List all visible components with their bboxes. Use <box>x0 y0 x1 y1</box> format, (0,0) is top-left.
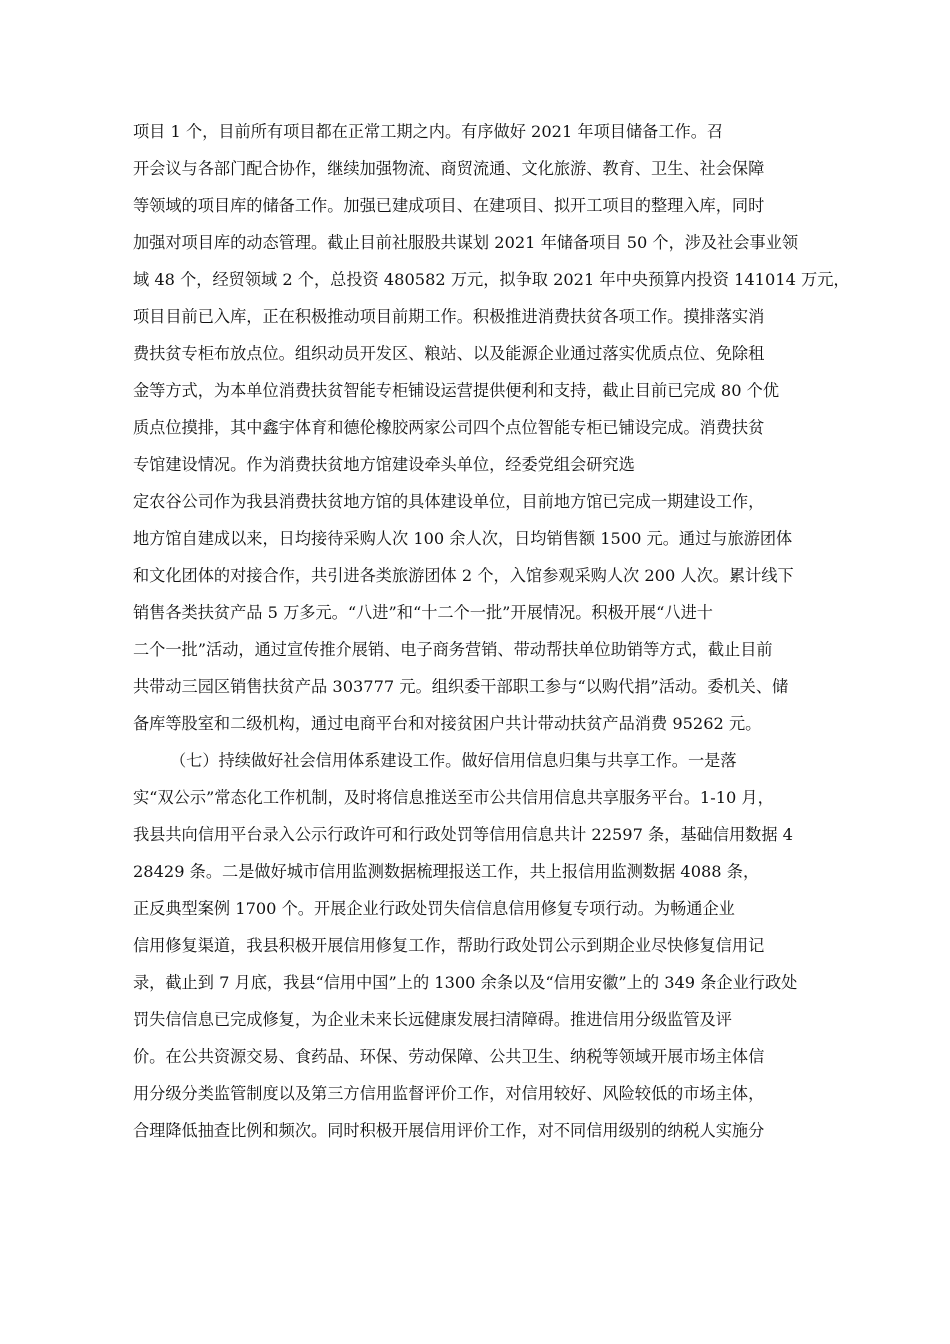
text-line: 二个一批”活动，通过宣传推介展销、电子商务营销、带动帮扶单位助销等方式，截止目前 <box>133 640 773 659</box>
text-line: 地方馆自建成以来，日均接待采购人次 100 余人次，日均销售额 1500 元。通过与旅游团体 <box>133 529 793 548</box>
text-line: 项目目前已入库，正在积极推动项目前期工作。积极推进消费扶贫各项工作。摸排落实消 <box>133 307 765 326</box>
text-line: 28429 条。二是做好城市信用监测数据梳理报送工作，共上报信用监测数据 4088 条， <box>133 862 760 881</box>
text-line: 销售各类扶贫产品 5 万多元。“八进”和“十二个一批”开展情况。积极开展“八进十 <box>133 603 713 622</box>
section-heading-line: （七）持续做好社会信用体系建设工作。做好信用信息归集与共享工作。一是落 <box>170 751 737 770</box>
text-line: 实“双公示”常态化工作机制，及时将信息推送至市公共信用信息共享服务平台。1-10 月， <box>133 788 774 807</box>
text-line: 信用修复渠道，我县积极开展信用修复工作，帮助行政处罚公示到期企业尽快修复信用记 <box>133 936 765 955</box>
text-line: 合理降低抽查比例和频次。同时积极开展信用评价工作，对不同信用级别的纳税人实施分 <box>133 1121 765 1140</box>
text-line: 域 48 个，经贸领域 2 个，总投资 480582 万元，拟争取 2021 年中央预算内投资 141014 万元， <box>133 270 850 289</box>
text-line: 专馆建设情况。作为消费扶贫地方馆建设牵头单位，经委党组会研究选 <box>133 455 635 474</box>
text-line: 价。在公共资源交易、食药品、环保、劳动保障、公共卫生、纳税等领域开展市场主体信 <box>133 1047 765 1066</box>
text-line: 金等方式，为本单位消费扶贫智能专柜铺设运营提供便利和支持，截止目前已完成 80 个优 <box>133 381 780 400</box>
text-line: 质点位摸排，其中鑫宇体育和德伦橡胶两家公司四个点位智能专柜已铺设完成。消费扶贫 <box>133 418 765 437</box>
text-line: 等领域的项目库的储备工作。加强已建成项目、在建项目、拟开工项目的整理入库，同时 <box>133 196 765 215</box>
text-line: 备库等股室和二级机构，通过电商平台和对接贫困户共计带动扶贫产品消费 95262 元。 <box>133 714 762 733</box>
text-line: 定农谷公司作为我县消费扶贫地方馆的具体建设单位，目前地方馆已完成一期建设工作， <box>133 492 765 511</box>
text-line: 正反典型案例 1700 个。开展企业行政处罚失信信息信用修复专项行动。为畅通企业 <box>133 899 735 918</box>
text-line: 开会议与各部门配合协作，继续加强物流、商贸流通、文化旅游、教育、卫生、社会保障 <box>133 159 765 178</box>
text-line: 加强对项目库的动态管理。截止目前社服股共谋划 2021 年储备项目 50 个，涉及社会事业领 <box>133 233 799 252</box>
text-line: 费扶贫专柜布放点位。组织动员开发区、粮站、以及能源企业通过落实优质点位、免除租 <box>133 344 765 363</box>
text-line: 罚失信信息已完成修复，为企业未来长远健康发展扫清障碍。推进信用分级监管及评 <box>133 1010 732 1029</box>
text-line: 和文化团体的对接合作，共引进各类旅游团体 2 个，入馆参观采购人次 200 人次。累计线下 <box>133 566 794 585</box>
text-line: 录，截止到 7 月底，我县“信用中国”上的 1300 余条以及“信用安徽”上的 349 条企业行政处 <box>133 973 798 992</box>
text-line: 共带动三园区销售扶贫产品 303777 元。组织委干部职工参与“以购代捐”活动。委机关、储 <box>133 677 789 696</box>
text-line: 用分级分类监管制度以及第三方信用监督评价工作，对信用较好、风险较低的市场主体， <box>133 1084 765 1103</box>
text-line: 项目 1 个，目前所有项目都在正常工期之内。有序做好 2021 年项目储备工作。召 <box>133 122 724 141</box>
text-line: 我县共向信用平台录入公示行政许可和行政处罚等信用信息共计 22597 条，基础信用数据 4 <box>133 825 793 844</box>
